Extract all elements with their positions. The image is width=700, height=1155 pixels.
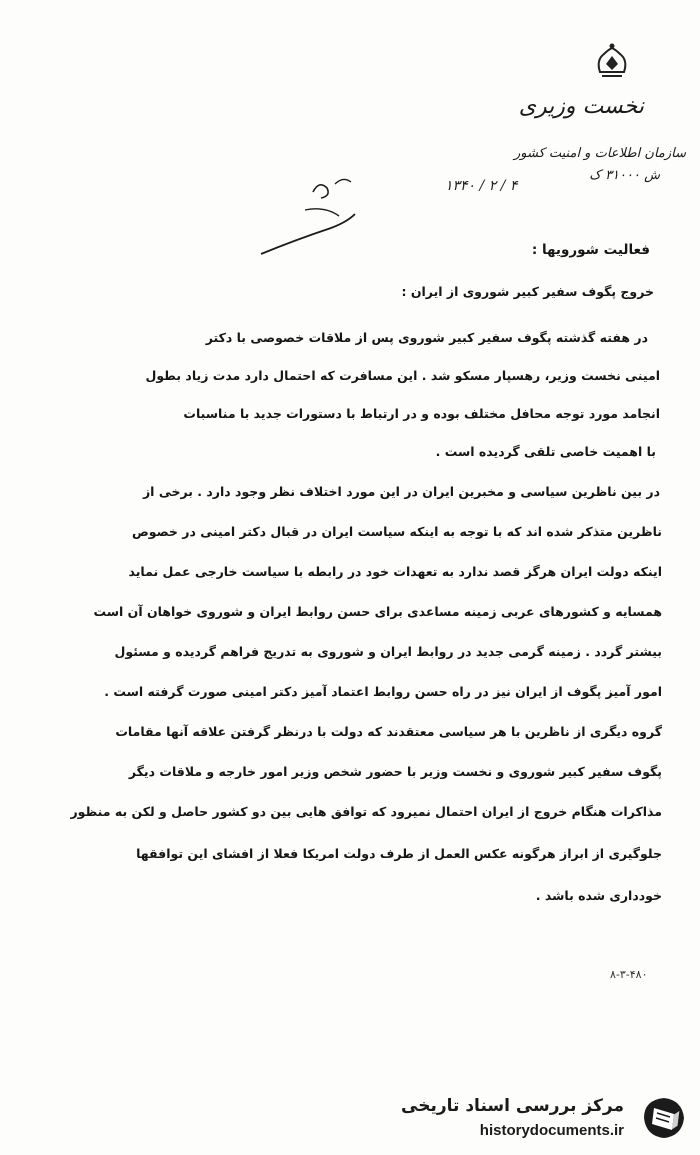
text-line: ناظرین متذکر شده اند که با توجه به اینکه سیاست ایران در قبال دکتر امینی در خصوص (131, 524, 662, 539)
watermark-title: مرکز بررسی اسناد تاریخی (401, 1096, 624, 1116)
archive-logo-icon (638, 1092, 690, 1144)
text-line: بیشتر گردد . زمینه گرمی جدید در روابط ایران و شوروی به تدریج فراهم گردیده و مسئول (114, 644, 662, 659)
section-heading: فعالیت شورویها : (531, 242, 650, 258)
text-line: همسایه و کشورهای عربی زمینه مساعدی برای حسن روابط ایران و شوروی خواهان آن است (93, 604, 662, 619)
emblem-icon (590, 42, 634, 82)
document-code: ۸-۳-۴۸۰ (610, 968, 648, 981)
header-title: نخست وزیری (518, 94, 644, 119)
text-line: خودداری شده باشد . (535, 888, 662, 903)
text-line: مذاکرات هنگام خروج از ایران احتمال نمیرود که توافق هایی بین دو کشور حاصل و لکن به منظور (70, 804, 662, 819)
handwritten-date: ۱۳۴۰ / ۲ / ۴ (445, 178, 518, 194)
header-organization: سازمان اطلاعات و امنیت کشور (513, 146, 686, 161)
text-line: با اهمیت خاصی تلقی گردیده است . (435, 444, 656, 459)
watermark-url: historydocuments.ir (479, 1122, 624, 1139)
text-line: انجامد مورد توجه محافل مختلف بوده و در ارتباط با دستورات جدید با مناسبات (183, 406, 660, 421)
text-line: در بین ناظرین سیاسی و مخبرین ایران در این مورد اختلاف نظر وجود دارد . برخی از (142, 484, 660, 499)
signature-flourish (255, 170, 365, 260)
header-number: ش ۳۱۰۰۰ ک (589, 168, 660, 183)
text-line: گروه دیگری از ناظرین با هر سیاسی معتقدند که دولت با درنظر گرفتن علاقه آنها مقامات (115, 724, 662, 739)
text-line: اینکه دولت ایران هرگز قصد ندارد به تعهدات خود در رابطه با سیاست خارجی عمل نماید (128, 564, 662, 579)
text-line: امینی نخست وزیر، رهسپار مسکو شد . این مسافرت که احتمال دارد مدت زیاد بطول (145, 368, 660, 383)
text-line: پگوف سفیر کبیر شوروی و نخست وزیر با حضور شخص وزیر امور خارجه و ملاقات دیگر (128, 764, 662, 779)
text-line: جلوگیری از ابراز هرگونه عکس العمل از طرف دولت امریکا فعلا از افشای این توافقها (136, 846, 662, 861)
text-line: در هفته گذشته پگوف سفیر کبیر شوروی پس از ملاقات خصوصی با دکتر (205, 330, 648, 345)
text-line: امور آمیز پگوف از ایران نیز در راه حسن روابط اعتماد آمیز دکتر امینی صورت گرفته است . (104, 684, 662, 699)
archive-watermark (400, 1090, 690, 1148)
section-subheading: خروج پگوف سفیر کبیر شوروی از ایران : (401, 284, 654, 299)
